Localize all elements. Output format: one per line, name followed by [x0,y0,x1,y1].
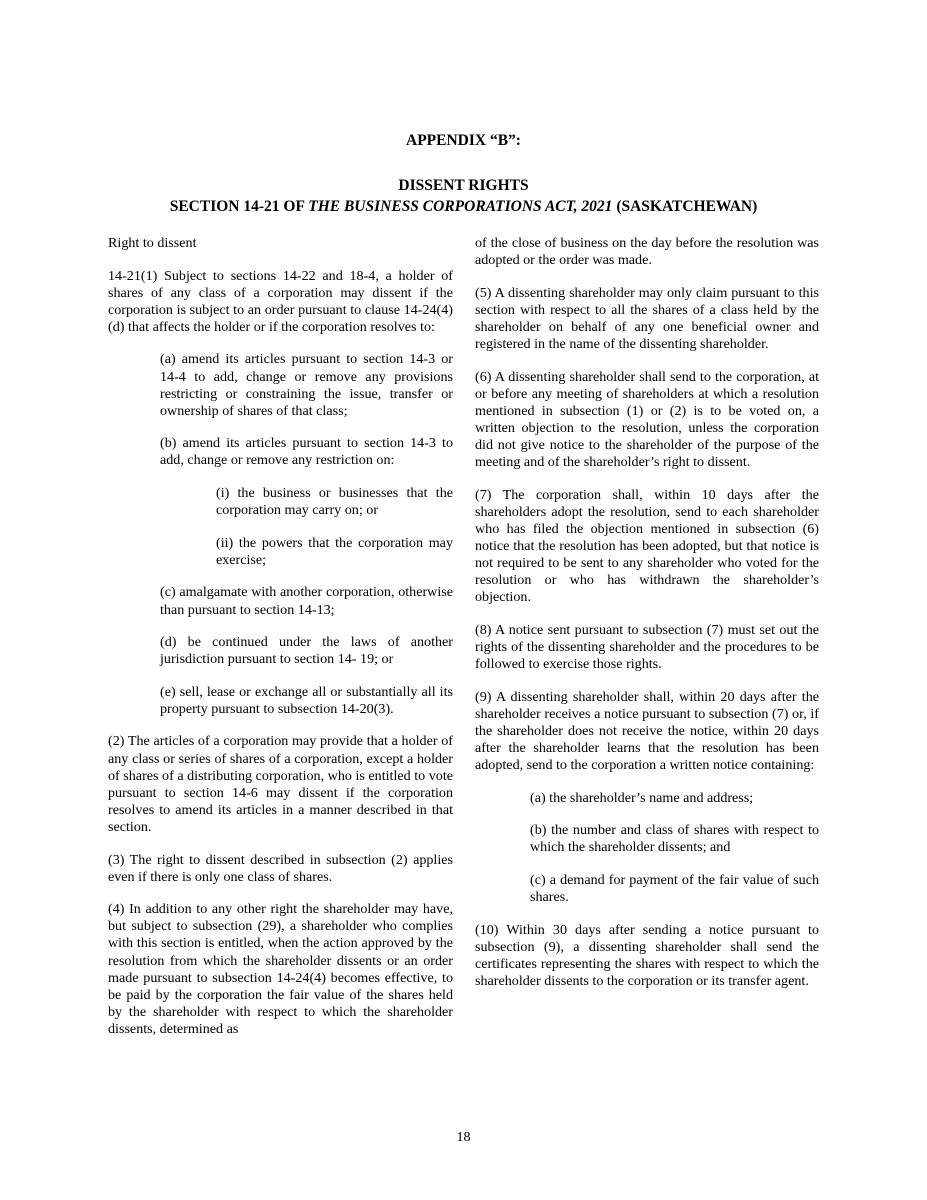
subheading-right-to-dissent: Right to dissent [108,235,197,251]
paragraph-8: (8) A notice sent pursuant to subsection (7) must set out the rights of the dissenting shareholder and the procedures to be followed to exercise those rights. [475,621,819,672]
jurisdiction: (SASKATCHEWAN) [612,198,758,215]
paragraph-4-continued: of the close of business on the day before the resolution was adopted or the order was made. [475,235,819,269]
page-number: 18 [456,1130,471,1145]
paragraph-9-clause-a: (a) the shareholder’s name and address; [530,789,754,806]
clause-e: (e) sell, lease or exchange all or substantially all its property pursuant to subsection 14-20(3). [160,683,453,717]
subclause-ii: (ii) the powers that the corporation may exercise; [216,534,453,568]
section-prefix: SECTION 14-21 OF [169,198,309,215]
paragraph-5: (5) A dissenting shareholder may only claim pursuant to this section with respect to all the shares of a class held by the shareholder on behalf of any one beneficial owner and registered in the name of the dissenting shareholder. [475,284,819,352]
section-title [0,197,927,217]
clause-c: (c) amalgamate with another corporation, otherwise than pursuant to section 14-13; [160,584,453,618]
paragraph-4: (4) In addition to any other right the shareholder may have, but subject to subsection (29), a shareholder who complies with this section is entitled, when the action approved by the resolution from which the shareholder dissents or an order made pursuant to subsection 14-24(4) becomes effective, to be paid by the corporation the fair value of the shares held by the shareholder with respect to which the shareholder dissents, determined as [108,901,453,1037]
paragraph-2: (2) The articles of a corporation may provide that a holder of any class or series of shares of a corporation, except a holder of shares of a distributing corporation, who is entitled to vote pursuant to section 14-6 may dissent if the corporation resolves to amend its articles in a manner described in that section. [108,733,453,835]
clause-a: (a) amend its articles pursuant to section 14-3 or 14-4 to add, change or remove any provisions restricting or constraining the issue, transfer or ownership of shares of that class; [160,351,453,419]
paragraph-6: (6) A dissenting shareholder shall send to the corporation, at or before any meeting of shareholders at which a resolution mentioned in subsection (1) or (2) is to be voted on, a written objection to the resolution, unless the corporation did not give notice to the shareholder of the purpose of the meeting and of the shareholder’s right to dissent. [475,368,819,471]
appendix-title: APPENDIX “B”: [406,132,521,149]
paragraph-14-21-1: 14-21(1) Subject to sections 14-22 and 18-4, a holder of shares of any class of a corporation may dissent if the corporation is subject to an order pursuant to clause 14-24(4)(d) that affects the holder or if the corporation resolves to: [108,267,453,335]
paragraph-9-clause-c: (c) a demand for payment of the fair value of such shares. [530,871,819,905]
paragraph-9: (9) A dissenting shareholder shall, within 20 days after the shareholder receives a notice pursuant to subsection (7) or, if the shareholder does not receive the notice, within 20 days after the shareholder learns that the resolution has been adopted, send to the corporation a written notice containing: [475,688,819,773]
left-column [108,235,453,1053]
clause-b: (b) amend its articles pursuant to section 14-3 to add, change or remove any restriction on: [160,435,453,469]
paragraph-9-clause-b: (b) the number and class of shares with respect to which the shareholder dissents; and [530,822,819,856]
clause-d: (d) be continued under the laws of another jurisdiction pursuant to section 14- 19; or [160,634,453,668]
subclause-i: (i) the business or businesses that the corporation may carry on; or [216,485,453,519]
paragraph-7: (7) The corporation shall, within 10 days after the shareholders adopt the resolution, send to each shareholder who has filed the objection mentioned in subsection (6) notice that the resolution has been adopted, but that notice is not required to be sent to any shareholder who voted for the resolution or who has withdrawn the shareholder’s objection. [475,486,819,606]
right-column [475,235,819,1005]
dissent-rights-title: DISSENT RIGHTS [398,177,529,194]
act-name: THE BUSINESS CORPORATIONS ACT, 2021 [308,198,613,215]
paragraph-10: (10) Within 30 days after sending a notice pursuant to subsection (9), a dissenting shareholder shall send the certificates representing the shares with respect to which the shareholder dissents to the corporation or its transfer agent. [475,921,819,989]
paragraph-3: (3) The right to dissent described in subsection (2) applies even if there is only one class of shares. [108,851,453,885]
